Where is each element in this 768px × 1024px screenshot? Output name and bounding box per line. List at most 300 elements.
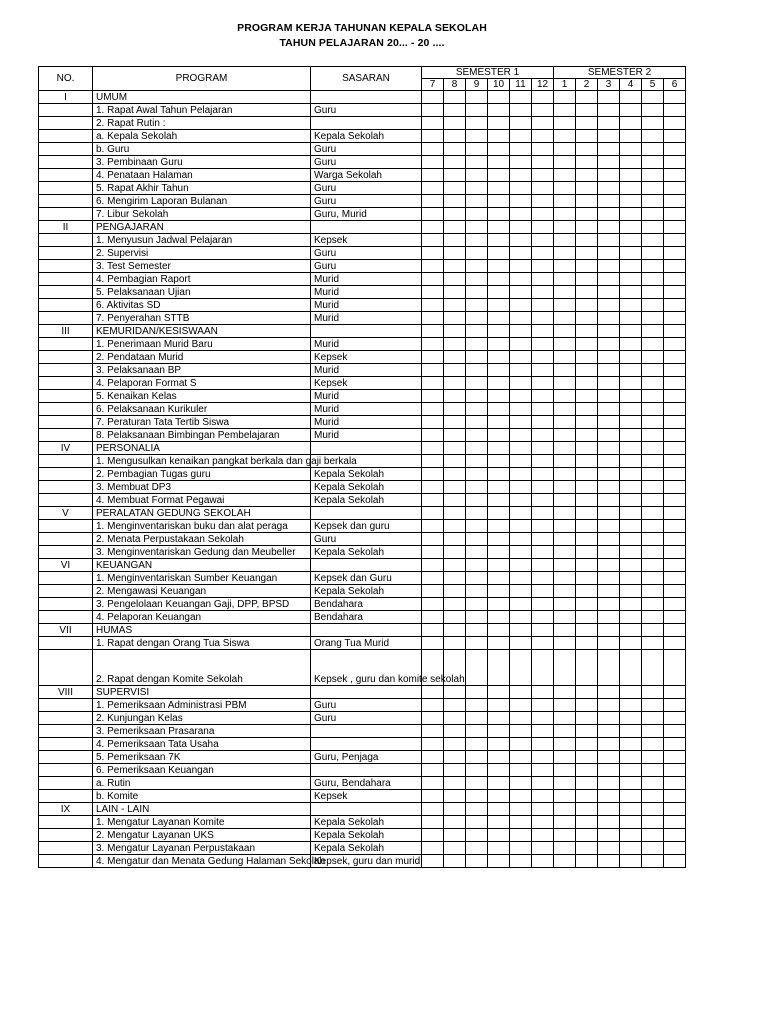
month-cell	[532, 494, 554, 507]
month-cell	[642, 481, 664, 494]
month-cell	[576, 130, 598, 143]
month-cell	[532, 91, 554, 104]
month-cell	[488, 533, 510, 546]
month-cell	[488, 585, 510, 598]
month-cell	[598, 338, 620, 351]
month-cell	[422, 91, 444, 104]
month-cell	[444, 481, 466, 494]
month-cell	[488, 156, 510, 169]
month-cell	[422, 712, 444, 725]
month-cell	[422, 803, 444, 816]
month-cell	[576, 390, 598, 403]
month-cell	[466, 325, 488, 338]
program-row	[39, 611, 686, 624]
month-cell	[554, 533, 576, 546]
month-cell	[444, 598, 466, 611]
month-cell	[576, 234, 598, 247]
program-text: 1. Menginventariskan Sumber Keuangan	[93, 572, 311, 585]
section-number: V	[39, 507, 93, 520]
month-cell	[422, 494, 444, 507]
month-cell	[444, 699, 466, 712]
month-cell	[488, 816, 510, 829]
section-row	[39, 91, 686, 104]
header-sasaran: SASARAN	[311, 67, 422, 91]
month-cell	[664, 637, 686, 650]
month-cell	[620, 585, 642, 598]
row-number	[39, 156, 93, 169]
month-cell	[444, 637, 466, 650]
month-cell	[510, 91, 532, 104]
month-cell	[598, 286, 620, 299]
month-cell	[576, 351, 598, 364]
month-cell	[422, 104, 444, 117]
month-cell	[598, 855, 620, 868]
month-cell	[554, 377, 576, 390]
month-cell	[664, 195, 686, 208]
month-cell	[620, 572, 642, 585]
month-cell	[510, 364, 532, 377]
sasaran-text: Murid	[311, 429, 422, 442]
month-cell	[598, 325, 620, 338]
section-row	[39, 624, 686, 637]
program-text: 1. Menginventariskan buku dan alat peraga	[93, 520, 311, 533]
section-title: PERSONALIA	[93, 442, 311, 455]
month-cell	[554, 403, 576, 416]
program-row	[39, 598, 686, 611]
month-cell	[444, 195, 466, 208]
month-cell	[664, 533, 686, 546]
row-number	[39, 104, 93, 117]
month-cell	[620, 455, 642, 468]
month-cell	[642, 764, 664, 777]
month-cell	[664, 286, 686, 299]
month-cell	[598, 130, 620, 143]
month-cell	[620, 325, 642, 338]
month-cell	[620, 725, 642, 738]
month-header: 6	[664, 79, 686, 91]
month-cell	[620, 829, 642, 842]
month-cell	[444, 764, 466, 777]
month-cell	[620, 481, 642, 494]
row-number	[39, 208, 93, 221]
month-cell	[576, 790, 598, 803]
month-cell	[510, 598, 532, 611]
month-cell	[576, 507, 598, 520]
row-number	[39, 751, 93, 764]
month-cell	[532, 650, 554, 686]
row-number	[39, 286, 93, 299]
month-cell	[554, 247, 576, 260]
month-cell	[444, 247, 466, 260]
month-cell	[664, 234, 686, 247]
month-cell	[422, 416, 444, 429]
program-text: 4. Pemeriksaan Tata Usaha	[93, 738, 311, 751]
month-cell	[444, 494, 466, 507]
month-cell	[576, 299, 598, 312]
program-row	[39, 390, 686, 403]
month-cell	[422, 403, 444, 416]
month-cell	[554, 494, 576, 507]
month-cell	[642, 546, 664, 559]
program-text: 1. Pemeriksaan Administrasi PBM	[93, 699, 311, 712]
sasaran-text: Murid	[311, 364, 422, 377]
header-no: NO.	[39, 67, 93, 91]
month-cell	[422, 169, 444, 182]
header-program: PROGRAM	[93, 67, 311, 91]
month-cell	[642, 130, 664, 143]
month-cell	[466, 777, 488, 790]
program-text: 5. Rapat Akhir Tahun	[93, 182, 311, 195]
month-cell	[466, 650, 488, 686]
month-cell	[466, 468, 488, 481]
month-cell	[664, 481, 686, 494]
month-cell	[554, 221, 576, 234]
month-cell	[642, 572, 664, 585]
month-cell	[598, 390, 620, 403]
month-cell	[466, 273, 488, 286]
month-cell	[422, 234, 444, 247]
sasaran-text: Guru, Bendahara	[311, 777, 422, 790]
month-cell	[532, 624, 554, 637]
month-cell	[554, 130, 576, 143]
month-cell	[554, 507, 576, 520]
month-cell	[532, 273, 554, 286]
program-text: 3. Pemeriksaan Prasarana	[93, 725, 311, 738]
month-cell	[444, 104, 466, 117]
month-cell	[642, 325, 664, 338]
sasaran-text: Murid	[311, 338, 422, 351]
month-cell	[488, 143, 510, 156]
month-cell	[510, 816, 532, 829]
month-cell	[664, 455, 686, 468]
month-cell	[532, 507, 554, 520]
month-cell	[488, 650, 510, 686]
program-text: 3. Pelaksanaan BP	[93, 364, 311, 377]
month-cell	[664, 572, 686, 585]
month-cell	[620, 299, 642, 312]
program-row	[39, 494, 686, 507]
month-cell	[510, 624, 532, 637]
month-cell	[598, 221, 620, 234]
program-text: 3. Mengatur Layanan Perpustakaan	[93, 842, 311, 855]
program-row	[39, 520, 686, 533]
sasaran-text: Murid	[311, 273, 422, 286]
month-cell	[488, 390, 510, 403]
month-cell	[598, 351, 620, 364]
month-cell	[598, 611, 620, 624]
program-text: 6. Mengirim Laporan Bulanan	[93, 195, 311, 208]
month-header: 10	[488, 79, 510, 91]
month-cell	[598, 738, 620, 751]
month-cell	[466, 712, 488, 725]
month-cell	[620, 686, 642, 699]
month-cell	[642, 91, 664, 104]
row-number	[39, 829, 93, 842]
month-cell	[532, 325, 554, 338]
program-row	[39, 455, 686, 468]
row-number	[39, 738, 93, 751]
month-cell	[642, 169, 664, 182]
month-cell	[532, 598, 554, 611]
month-cell	[642, 338, 664, 351]
month-cell	[510, 751, 532, 764]
month-cell	[642, 520, 664, 533]
month-cell	[620, 624, 642, 637]
month-cell	[444, 829, 466, 842]
month-cell	[598, 247, 620, 260]
program-row	[39, 286, 686, 299]
month-cell	[532, 520, 554, 533]
month-cell	[598, 182, 620, 195]
month-cell	[444, 546, 466, 559]
section-title: KEUANGAN	[93, 559, 311, 572]
month-cell	[598, 377, 620, 390]
month-header: 9	[466, 79, 488, 91]
month-cell	[642, 351, 664, 364]
month-cell	[642, 312, 664, 325]
sasaran-text: Warga Sekolah	[311, 169, 422, 182]
month-cell	[422, 777, 444, 790]
section-sasaran	[311, 624, 422, 637]
month-cell	[664, 351, 686, 364]
month-cell	[488, 738, 510, 751]
month-cell	[488, 751, 510, 764]
month-cell	[488, 234, 510, 247]
month-cell	[554, 585, 576, 598]
month-cell	[598, 507, 620, 520]
month-cell	[664, 738, 686, 751]
month-cell	[510, 442, 532, 455]
month-cell	[642, 364, 664, 377]
sasaran-text	[311, 117, 422, 130]
month-cell	[576, 598, 598, 611]
month-cell	[532, 455, 554, 468]
month-cell	[466, 455, 488, 468]
program-row	[39, 195, 686, 208]
month-cell	[510, 273, 532, 286]
month-cell	[488, 777, 510, 790]
sasaran-text: Kepsek, guru dan murid	[311, 855, 422, 868]
month-cell	[554, 481, 576, 494]
month-cell	[664, 699, 686, 712]
month-cell	[532, 611, 554, 624]
month-cell	[642, 156, 664, 169]
month-cell	[510, 842, 532, 855]
month-header: 11	[510, 79, 532, 91]
month-cell	[620, 143, 642, 156]
month-cell	[488, 790, 510, 803]
month-cell	[664, 325, 686, 338]
month-cell	[532, 403, 554, 416]
row-number	[39, 416, 93, 429]
program-row	[39, 572, 686, 585]
month-cell	[510, 208, 532, 221]
month-cell	[532, 286, 554, 299]
row-number	[39, 260, 93, 273]
month-cell	[576, 559, 598, 572]
month-cell	[466, 143, 488, 156]
month-cell	[510, 520, 532, 533]
program-text: 2. Mengatur Layanan UKS	[93, 829, 311, 842]
month-cell	[444, 751, 466, 764]
month-cell	[620, 156, 642, 169]
month-cell	[642, 195, 664, 208]
program-row	[39, 533, 686, 546]
month-cell	[642, 468, 664, 481]
month-cell	[510, 725, 532, 738]
month-cell	[444, 273, 466, 286]
month-cell	[642, 299, 664, 312]
month-cell	[620, 195, 642, 208]
month-cell	[620, 286, 642, 299]
section-number: IV	[39, 442, 93, 455]
month-cell	[664, 299, 686, 312]
month-cell	[466, 403, 488, 416]
month-cell	[510, 481, 532, 494]
program-text: 1. Rapat Awal Tahun Pelajaran	[93, 104, 311, 117]
month-cell	[532, 572, 554, 585]
month-cell	[532, 559, 554, 572]
month-cell	[620, 351, 642, 364]
month-cell	[510, 143, 532, 156]
month-cell	[488, 712, 510, 725]
month-cell	[444, 377, 466, 390]
month-cell	[510, 234, 532, 247]
month-cell	[444, 364, 466, 377]
month-cell	[466, 572, 488, 585]
row-number	[39, 247, 93, 260]
month-cell	[444, 234, 466, 247]
month-cell	[598, 364, 620, 377]
month-cell	[422, 699, 444, 712]
month-cell	[642, 455, 664, 468]
month-cell	[466, 169, 488, 182]
month-cell	[598, 169, 620, 182]
month-cell	[664, 468, 686, 481]
month-cell	[554, 325, 576, 338]
month-cell	[598, 572, 620, 585]
month-cell	[466, 221, 488, 234]
month-cell	[642, 725, 664, 738]
row-number	[39, 520, 93, 533]
month-cell	[642, 442, 664, 455]
month-cell	[642, 790, 664, 803]
month-cell	[466, 533, 488, 546]
month-cell	[664, 312, 686, 325]
program-row	[39, 712, 686, 725]
program-text: 8. Pelaksanaan Bimbingan Pembelajaran	[93, 429, 311, 442]
month-cell	[576, 91, 598, 104]
sasaran-text: Guru, Murid	[311, 208, 422, 221]
month-cell	[466, 559, 488, 572]
month-cell	[510, 117, 532, 130]
month-cell	[554, 816, 576, 829]
month-header: 2	[576, 79, 598, 91]
month-cell	[598, 725, 620, 738]
month-cell	[642, 377, 664, 390]
month-cell	[444, 130, 466, 143]
month-cell	[598, 650, 620, 686]
month-cell	[642, 182, 664, 195]
month-cell	[554, 738, 576, 751]
month-cell	[510, 764, 532, 777]
month-cell	[510, 403, 532, 416]
month-cell	[554, 650, 576, 686]
month-cell	[620, 855, 642, 868]
row-number	[39, 611, 93, 624]
section-number: VII	[39, 624, 93, 637]
month-cell	[466, 611, 488, 624]
sasaran-text: Guru, Penjaga	[311, 751, 422, 764]
month-cell	[466, 494, 488, 507]
month-header: 7	[422, 79, 444, 91]
month-cell	[444, 520, 466, 533]
month-cell	[466, 598, 488, 611]
month-cell	[554, 429, 576, 442]
month-cell	[664, 403, 686, 416]
month-cell	[598, 751, 620, 764]
month-cell	[532, 299, 554, 312]
month-cell	[554, 169, 576, 182]
month-cell	[444, 507, 466, 520]
month-cell	[422, 559, 444, 572]
month-cell	[510, 182, 532, 195]
month-cell	[444, 585, 466, 598]
sasaran-text: Kepala Sekolah	[311, 842, 422, 855]
month-cell	[510, 637, 532, 650]
month-cell	[510, 377, 532, 390]
month-cell	[620, 520, 642, 533]
month-cell	[510, 790, 532, 803]
month-cell	[620, 468, 642, 481]
month-cell	[554, 725, 576, 738]
sasaran-text: Guru	[311, 143, 422, 156]
month-cell	[620, 842, 642, 855]
month-cell	[554, 686, 576, 699]
month-cell	[444, 533, 466, 546]
month-cell	[576, 104, 598, 117]
month-cell	[444, 738, 466, 751]
month-cell	[422, 325, 444, 338]
month-cell	[554, 829, 576, 842]
sasaran-text: Guru	[311, 247, 422, 260]
month-cell	[642, 533, 664, 546]
month-cell	[488, 481, 510, 494]
month-cell	[664, 156, 686, 169]
month-cell	[444, 803, 466, 816]
month-cell	[488, 624, 510, 637]
month-cell	[444, 712, 466, 725]
sasaran-text: Kepala Sekolah	[311, 494, 422, 507]
month-cell	[510, 130, 532, 143]
month-cell	[422, 520, 444, 533]
month-cell	[532, 712, 554, 725]
month-cell	[488, 507, 510, 520]
month-cell	[598, 455, 620, 468]
program-row	[39, 546, 686, 559]
month-header: 5	[642, 79, 664, 91]
month-cell	[466, 507, 488, 520]
month-cell	[444, 156, 466, 169]
month-cell	[664, 273, 686, 286]
month-cell	[466, 195, 488, 208]
month-cell	[422, 429, 444, 442]
month-cell	[422, 855, 444, 868]
month-cell	[532, 130, 554, 143]
month-cell	[576, 442, 598, 455]
row-number	[39, 585, 93, 598]
section-sasaran	[311, 91, 422, 104]
